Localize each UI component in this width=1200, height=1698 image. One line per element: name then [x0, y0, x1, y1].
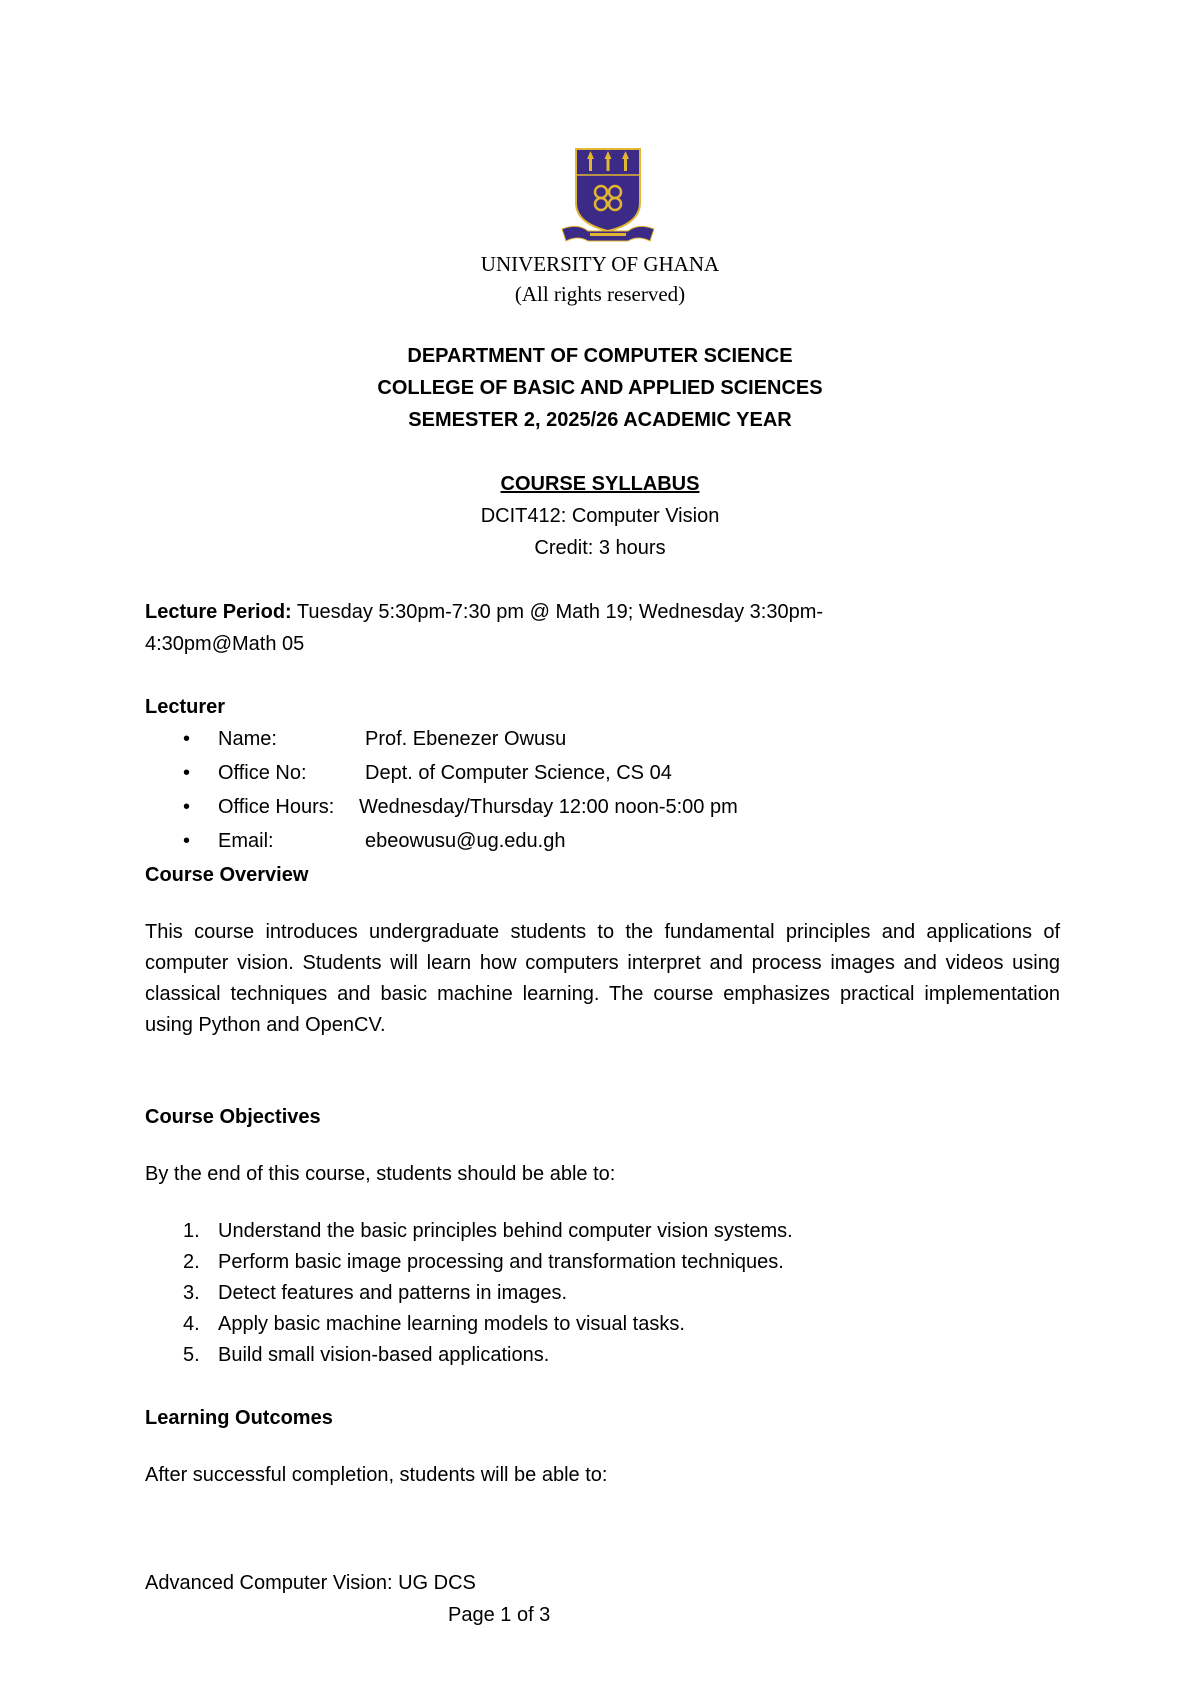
semester-title: SEMESTER 2, 2025/26 ACADEMIC YEAR: [408, 409, 792, 431]
lecturer-field-label: Office Hours:: [218, 796, 335, 818]
outcomes-heading: Learning Outcomes: [145, 1407, 333, 1429]
lecturer-field-label: Office No:: [218, 762, 307, 784]
overview-text: This course introduces undergraduate students to the fundamental principles and applications of computer vision. Students will learn how computers interpret and process images and videos using classical techniques and basic machine learning. The course emphasizes practical implementation using Python and OpenCV.: [145, 921, 1060, 1036]
bullet-icon: •: [183, 796, 191, 818]
objective-number: 3.: [183, 1282, 200, 1304]
university-crest-icon: [558, 145, 658, 245]
objectives-heading: Course Objectives: [145, 1106, 321, 1128]
bullet-icon: •: [183, 762, 191, 784]
objective-number: 1.: [183, 1220, 200, 1242]
objective-number: 4.: [183, 1313, 200, 1335]
objective-text: Build small vision-based applications.: [218, 1344, 550, 1366]
objective-text: Perform basic image processing and transformation techniques.: [218, 1251, 784, 1273]
objective-number: 2.: [183, 1251, 200, 1273]
lecturer-field-value: Wednesday/Thursday 12:00 noon-5:00 pm: [359, 796, 738, 818]
course-credit: Credit: 3 hours: [534, 537, 666, 559]
objectives-intro: By the end of this course, students should be able to:: [145, 1163, 616, 1185]
lecturer-field-label: Name:: [218, 728, 277, 750]
bullet-icon: •: [183, 728, 191, 750]
lecture-period: [145, 601, 823, 624]
course-code-title: DCIT412: Computer Vision: [480, 505, 720, 527]
footer-course-label: Advanced Computer Vision: UG DCS: [145, 1572, 476, 1594]
lecture-period-label: Lecture Period:: [145, 601, 292, 623]
doc-title-text: COURSE SYLLABUS: [500, 473, 700, 495]
objective-text: Apply basic machine learning models to visual tasks.: [218, 1313, 685, 1335]
college-title: COLLEGE OF BASIC AND APPLIED SCIENCES: [377, 377, 823, 399]
outcomes-intro: After successful completion, students will be able to:: [145, 1464, 608, 1486]
lecturer-field-label: Email:: [218, 830, 274, 852]
lecturer-heading: Lecturer: [145, 696, 226, 718]
lecture-period-text-1: Tuesday 5:30pm-7:30 pm @ Math 19; Wednesday 3:30pm-: [291, 601, 824, 623]
rights-notice: (All rights reserved): [514, 282, 686, 306]
lecturer-field-value: Prof. Ebenezer Owusu: [365, 728, 567, 750]
university-name: UNIVERSITY OF GHANA: [480, 252, 720, 276]
lecturer-email: ebeowusu@ug.edu.gh: [365, 830, 566, 852]
objective-text: Understand the basic principles behind computer vision systems.: [218, 1220, 793, 1242]
page-title: [0, 473, 1200, 496]
overview-heading: Course Overview: [145, 864, 309, 886]
department-title: DEPARTMENT OF COMPUTER SCIENCE: [407, 345, 793, 367]
bullet-icon: •: [183, 830, 191, 852]
objective-number: 5.: [183, 1344, 200, 1366]
objective-text: Detect features and patterns in images.: [218, 1282, 568, 1304]
page-number: Page 1 of 3: [448, 1604, 551, 1626]
lecture-period-text-2: 4:30pm@Math 05: [145, 633, 305, 655]
lecturer-field-value: Dept. of Computer Science, CS 04: [365, 762, 672, 784]
